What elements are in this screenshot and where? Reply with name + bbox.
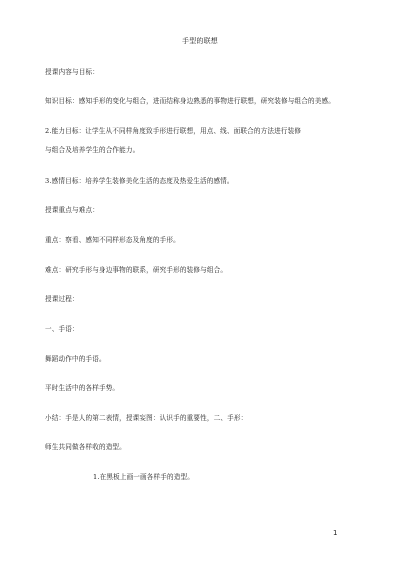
paragraph-ability-goal: 2.能力目标：让学生从不同样角度致手形进行联想，用点、线、面联合的方法进行装修 [45,127,302,135]
subheading-sign-language: 一、手语： [45,325,79,333]
section-heading-content-goals: 授课内容与目标： [45,68,99,76]
paragraph-dance-gestures: 舞蹈动作中的手语。 [45,355,106,363]
paragraph-emotion-goal: 3.感情目标：培养学生装修美化生活的态度及热爱生活的感情。 [45,177,234,185]
paragraph-shared-modeling: 师生共同做各样收的造型。 [45,443,126,451]
page-number: 1 [333,529,338,537]
paragraph-knowledge-goal: 知识目标：感知手形的变化与组合，进而结称身边熟悉的事物进行联想，研究装修与组合的美感。 [45,97,335,105]
section-heading-key-points: 授课重点与难点： [45,206,99,214]
document-title: 手型的联想 [182,37,218,45]
section-heading-process: 授课过程： [45,295,79,303]
list-item-blackboard-drawing: 1.在黑板上画一画各样手的造型。 [93,473,195,481]
paragraph-key-point: 重点：察看、感知不同样形态及角度的手形。 [45,236,180,244]
paragraph-ability-goal-continued: 与组合及培养学生的合作能力。 [45,146,140,154]
paragraph-summary: 小结：手是人的第二表情，授课妄图：认识手的重要性，二、手形： [45,414,248,422]
paragraph-daily-gestures: 平时生活中的各样手势。 [45,384,120,392]
paragraph-difficult-point: 难点：研究手形与身边事物的联系，研究手形的装修与组合。 [45,266,228,274]
